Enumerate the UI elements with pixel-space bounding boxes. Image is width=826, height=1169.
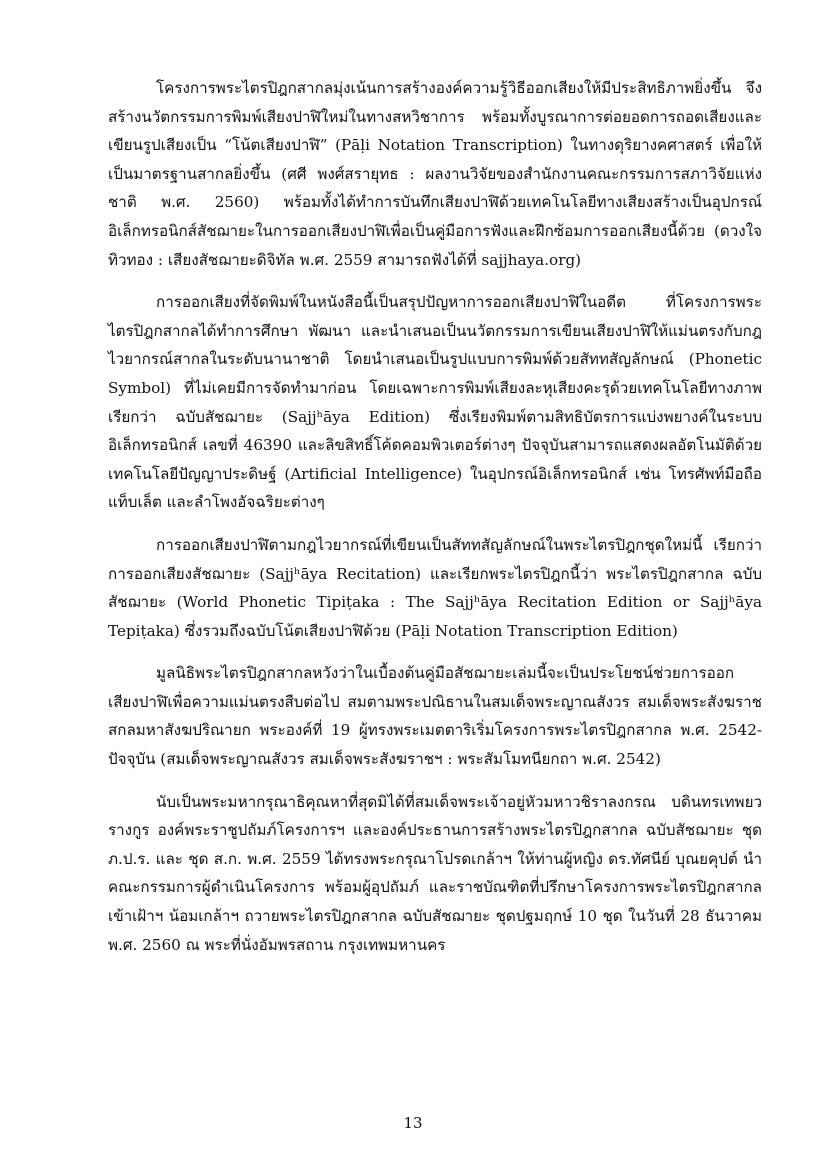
paragraph-sajjhaya-edition: การออกเสียงที่จัดพิมพ์ในหนังสือนี้เป็นสรุปปัญหาการออกเสียงปาฬิในอดีต ที่โครงการพระไตรปิฎกสากลได้ทำการศึกษา พัฒนา และนำเสนอเป็นนวัตกรรมการเขียนเสียงปาฬิให้แม่นตรงกับกฎไวยากรณ์สากลในระดับนานาชาติ โดยนำเสนอเป็นรูปแบบการพิมพ์ด้วยสัททสัญลักษณ์ (Phonetic Symbol) ที่ไม่เคยมีการจัดทำมาก่อน โดยเฉพาะการพิมพ์เสียงละหุเสียงคะรุด้วยเทคโนโลยีทางภาพ เรียกว่า ฉบับสัชฌายะ (Sajjʰāya Edition) ซึ่งเรียงพิมพ์ตามสิทธิบัตรการแบ่งพยางค์ในระบบอิเล็กทรอนิกส์ เลขที่ 46390 และลิขสิทธิ์โค้ดคอมพิวเตอร์ต่างๆ ปัจจุบันสามารถแสดงผลอัตโนมัติด้วยเทคโนโลยีปัญญาประดิษฐ์ (Artificial Intelligence) ในอุปกรณ์อิเล็กทรอนิกส์ เช่น โทรศัพท์มือถือ แท็บเล็ต และลำโพงอัจฉริยะต่างๆ [108, 293, 762, 512]
page-body [108, 74, 762, 973]
paragraph-royal-presentation: นับเป็นพระมหากรุณาธิคุณหาที่สุดมิได้ที่สมเด็จพระเจ้าอยู่หัวมหาวชิราลงกรณ บดินทรเทพยวรางกูร องค์พระราชูปถัมภ์โครงการฯ และองค์ประธานการสร้างพระไตรปิฎกสากล ฉบับสัชฌายะ ชุด ภ.ป.ร. และ ชุด ส.ก. พ.ศ. 2559 ได้ทรงพระกรุณาโปรดเกล้าฯ ให้ท่านผู้หญิง ดร.ทัศนีย์ บุณยคุปต์ นำคณะกรรมการผู้ดำเนินโครงการ พร้อมผู้อุปถัมภ์ และราชบัณฑิตที่ปรึกษาโครงการพระไตรปิฎกสากล เข้าเฝ้าฯ น้อมเกล้าฯ ถวายพระไตรปิฎกสากล ฉบับสัชฌายะ ชุดปฐมฤกษ์ 10 ชุด ในวันที่ 28 ธันวาคม พ.ศ. 2560 ณ พระที่นั่งอัมพรสถาน กรุงเทพมหานคร [108, 792, 762, 954]
paragraph-notation-transcription: โครงการพระไตรปิฎกสากลมุ่งเน้นการสร้างองค์ความรู้วิธีออกเสียงให้มีประสิทธิภาพยิ่งขึ้น จึงสร้างนวัตกรรมการพิมพ์เสียงปาฬิใหม่ในทางสหวิชาการ พร้อมทั้งบูรณาการต่อยอดการถอดเสียงและเขียนรูปเสียงเป็น “โน้ตเสียงปาฬิ” (Pāḷi Notation Transcription) ในทางดุริยางคศาสตร์ เพื่อให้เป็นมาตรฐานสากลยิ่งขึ้น (ศศี พงศ์สรายุทธ : ผลงานวิจัยของสำนักงานคณะกรรมการสภาวิจัยแห่งชาติ พ.ศ. 2560) พร้อมทั้งได้ทำการบันทึกเสียงปาฬิด้วยเทคโนโลยีทางเสียงสร้างเป็นอุปกรณ์อิเล็กทรอนิกส์สัชฌายะในการออกเสียงปาฬิเพื่อเป็นคู่มือการฟังและฝึกซ้อมการออกเสียงนี้ด้วย (ดวงใจ ทิวทอง : เสียงสัชฌายะดิจิทัล พ.ศ. 2559 สามารถฟังได้ที่ sajjhaya.org) [108, 79, 762, 269]
paragraph-foundation-hope: มูลนิธิพระไตรปิฎกสากลหวังว่าในเบื้องต้นคู่มือสัชฌายะเล่มนี้จะเป็นประโยชน์ช่วยการออกเสียงปาฬิเพื่อความแม่นตรงสืบต่อไป สมตามพระปณิธานในสมเด็จพระญาณสังวร สมเด็จพระสังฆราช สกลมหาสังฆปริณายก พระองค์ที่ 19 ผู้ทรงพระเมตตาริเริ่มโครงการพระไตรปิฎกสากล พ.ศ. 2542-ปัจจุบัน (สมเด็จพระญาณสังวร สมเด็จพระสังฆราชฯ : พระสัมโมทนียกถา พ.ศ. 2542) [108, 664, 762, 769]
page-number: 13 [403, 1114, 423, 1132]
paragraph-sajjhaya-recitation: การออกเสียงปาฬิตามกฎไวยากรณ์ที่เขียนเป็นสัททสัญลักษณ์ในพระไตรปิฎกชุดใหม่นี้ เรียกว่า การออกเสียงสัชฌายะ (Sajjʰāya Recitation) และเรียกพระไตรปิฎกนี้ว่า พระไตรปิฎกสากล ฉบับสัชฌายะ (World Phonetic Tipiṭaka : The Sajjʰāya Recitation Edition or Sajjʰāya Tepiṭaka) ซึ่งรวมถึงฉบับโน้ตเสียงปาฬิด้วย (Pāḷi Notation Transcription Edition) [108, 535, 762, 640]
